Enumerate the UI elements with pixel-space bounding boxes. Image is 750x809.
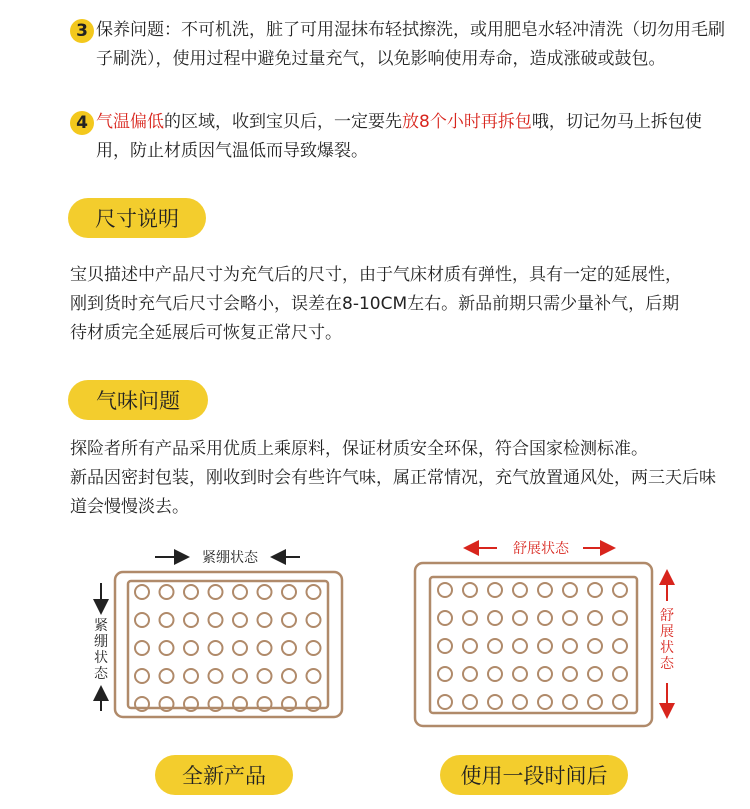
air-cell [463,583,477,597]
air-cell [588,583,602,597]
air-cell [438,667,452,681]
air-cell [282,585,296,599]
air-cell [613,639,627,653]
air-cell [233,613,247,627]
warning-text-part2: 哦，切记勿马上拆包使用，防止材质因气温低而导致爆裂。 [96,112,702,161]
air-cell [160,613,174,627]
air-cell [438,639,452,653]
air-cell [233,669,247,683]
air-cell [233,641,247,655]
air-cell [513,695,527,709]
air-cell [160,585,174,599]
air-cell [613,667,627,681]
air-cell [538,695,552,709]
svg-text:态: 态 [94,666,108,682]
air-cell [282,641,296,655]
low-temp-highlight: 气温偏低 [96,112,164,132]
air-cell [184,641,198,655]
tight-mat-air-cells [135,585,321,711]
tight-top-label: 紧绷状态 [202,550,258,566]
air-cell [513,639,527,653]
svg-text:紧: 紧 [94,618,108,634]
air-cell [282,613,296,627]
air-cell [438,611,452,625]
air-cell [258,669,272,683]
air-cell [488,639,502,653]
air-cell [488,695,502,709]
wait-hours-highlight: 放8个小时再拆包 [402,112,532,132]
air-cell [463,667,477,681]
air-cell [463,695,477,709]
air-cell [135,613,149,627]
temperature-warning-text [96,108,730,166]
air-cell [588,667,602,681]
air-cell [258,641,272,655]
svg-text:绷: 绷 [94,634,108,650]
relaxed-mat-inner [430,577,637,713]
air-cell [135,669,149,683]
air-cell [588,639,602,653]
air-cell [513,667,527,681]
air-cell [613,583,627,597]
air-cell [160,641,174,655]
air-cell [184,585,198,599]
air-cell [563,611,577,625]
smell-section-line1: 探险者所有产品采用优质上乘原料，保证材质安全环保，符合国家检测标准。 [70,439,648,459]
svg-text:状: 状 [94,650,108,666]
air-cell [613,695,627,709]
air-cell [438,695,452,709]
svg-text:舒: 舒 [660,608,674,624]
air-cell [538,639,552,653]
after-use-caption: 使用一段时间后 [440,755,628,795]
mat-comparison-diagram [0,535,750,735]
air-cell [588,611,602,625]
air-cell [307,641,321,655]
tight-mat-inner [128,581,328,708]
air-cell [563,583,577,597]
air-cell [438,583,452,597]
air-cell [135,585,149,599]
tight-side-label [94,617,109,682]
svg-text:展: 展 [660,624,674,640]
care-instructions-item [70,16,730,74]
relaxed-side-label [660,608,675,672]
air-cell [538,583,552,597]
air-cell [282,669,296,683]
air-cell [538,611,552,625]
air-cell [209,641,223,655]
air-cell [209,613,223,627]
air-cell [209,669,223,683]
air-cell [184,669,198,683]
warning-text-part1: 的区域，收到宝贝后，一定要先 [164,112,402,132]
size-section-title: 尺寸说明 [68,198,206,238]
air-cell [563,695,577,709]
air-cell [488,611,502,625]
air-cell [258,585,272,599]
air-cell [513,583,527,597]
air-cell [488,583,502,597]
air-cell [563,639,577,653]
svg-text:状: 状 [660,640,674,656]
air-cell [488,667,502,681]
air-cell [307,585,321,599]
smell-section-line2: 新品因密封包装，刚收到时会有些许气味，属正常情况，充气放置通风处，两三天后味道会慢慢淡去。 [70,468,716,517]
air-cell [307,613,321,627]
air-cell [258,613,272,627]
air-cell [233,585,247,599]
air-cell [613,611,627,625]
air-cell [563,667,577,681]
air-cell [463,611,477,625]
tight-state-diagram [94,549,342,717]
temperature-warning-item [70,108,730,166]
size-section-body: 宝贝描述中产品尺寸为充气后的尺寸，由于气床材质有弹性，具有一定的延展性，刚到货时充气后尺寸会略小，误差在8-10CM左右。新品前期只需少量补气，后期待材质完全延展后可恢复正常尺寸。 [70,265,682,343]
relaxed-mat-air-cells [438,583,627,709]
air-cell [588,695,602,709]
air-cell [160,669,174,683]
relaxed-state-diagram [415,541,675,726]
air-cell [513,611,527,625]
air-cell [463,639,477,653]
air-cell [184,613,198,627]
air-cell [538,667,552,681]
number-badge-3: 3 [70,19,94,43]
smell-section-title: 气味问题 [68,380,208,420]
relaxed-top-label: 舒展状态 [513,541,569,557]
air-cell [135,641,149,655]
air-cell [209,585,223,599]
air-cell [307,669,321,683]
new-product-caption: 全新产品 [155,755,293,795]
svg-text:态: 态 [660,656,674,672]
number-badge-4: 4 [70,111,94,135]
care-instructions-text: 保养问题：不可机洗，脏了可用湿抹布轻拭擦洗，或用肥皂水轻冲清洗（切勿用毛刷子刷洗），使用过程中避免过量充气，以免影响使用寿命，造成涨破或鼓包。 [96,20,725,69]
